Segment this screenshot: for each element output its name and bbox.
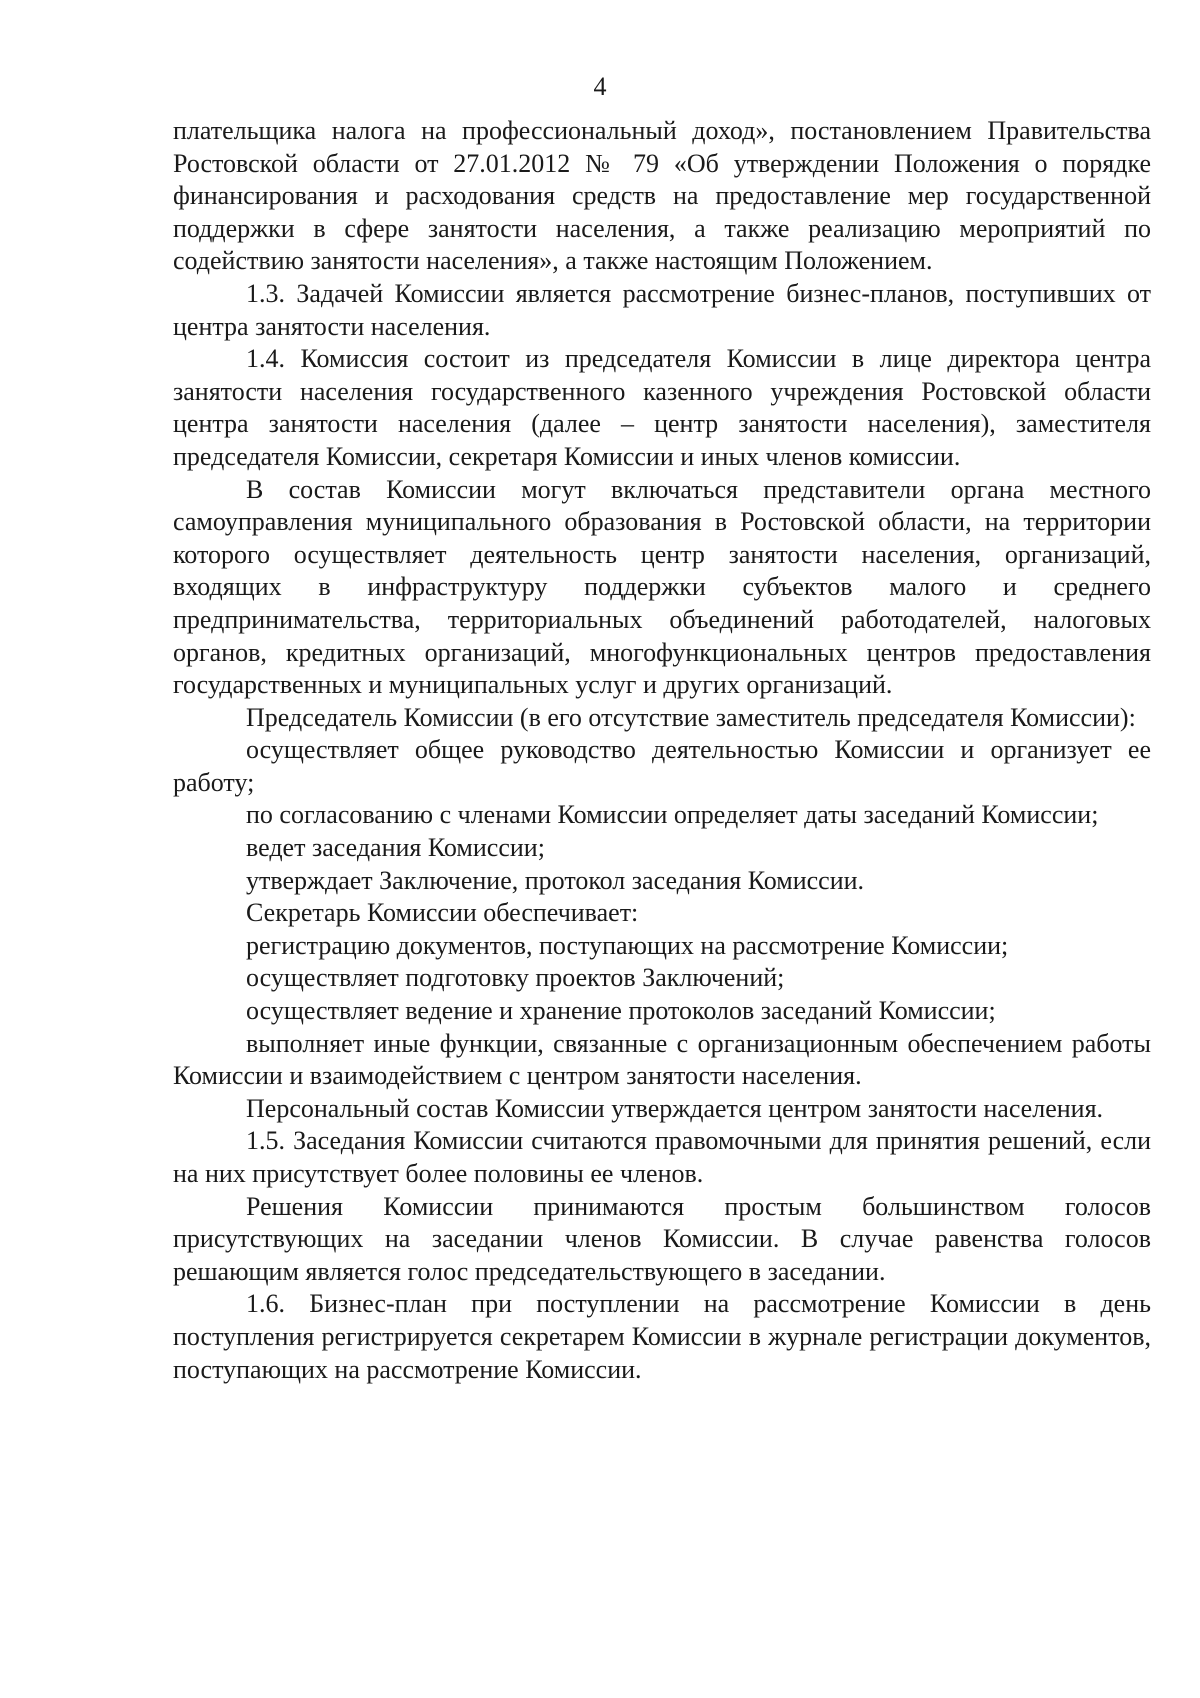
paragraph: Решения Комиссии принимаются простым большинством голосов присутствующих на заседании членов Комиссии. В случае равенства голосов решающим является голос председательствующего в заседании. (173, 1191, 1151, 1286)
paragraph: В состав Комиссии могут включаться представители органа местного самоуправления муниципального образования в Ростовской области, на территории которого осуществляет деятельность центр занятости населения, организаций, входящих в инфраструктуру поддержки субъектов малого и среднего предпринимательства, территориальных объединений работодателей, налоговых органов, кредитных организаций, многофункциональных центров предоставления государственных и муниципальных услуг и других организаций. (173, 474, 1151, 700)
paragraph: ведет заседания Комиссии; (246, 833, 545, 863)
paragraph: осуществляет ведение и хранение протоколов заседаний Комиссии; (246, 996, 996, 1026)
paragraph: 1.3. Задачей Комиссии является рассмотрение бизнес-планов, поступивших от центра занятости населения. (173, 278, 1151, 341)
paragraph: плательщика налога на профессиональный доход», постановлением Правительства Ростовской области от 27.01.2012 № 79 «Об утверждении Положения о порядке финансирования и расходования средств на предоставление мер государственной поддержки в сфере занятости населения, а также реализацию мероприятий по содействию занятости населения», а также настоящим Положением. (173, 116, 1151, 276)
paragraph: Секретарь Комиссии обеспечивает: (246, 898, 639, 928)
paragraph: выполняет иные функции, связанные с организационным обеспечением работы Комиссии и взаимодействием с центром занятости населения. (173, 1028, 1151, 1091)
paragraph: утверждает Заключение, протокол заседания Комиссии. (246, 865, 865, 895)
paragraph: регистрацию документов, поступающих на рассмотрение Комиссии; (246, 930, 1009, 960)
paragraph: 1.4. Комиссия состоит из председателя Комиссии в лице директора центра занятости населения государственного казенного учреждения Ростовской области центра занятости населения (далее – центр занятости населения), заместителя председателя Комиссии, секретаря Комиссии и иных членов комиссии. (173, 344, 1151, 471)
paragraph: Персональный состав Комиссии утверждается центром занятости населения. (246, 1093, 1104, 1123)
page-number: 4 (593, 72, 607, 101)
paragraph: Председатель Комиссии (в его отсутствие заместитель председателя Комиссии): (246, 702, 1136, 732)
paragraph: 1.5. Заседания Комиссии считаются правомочными для принятия решений, если на них присутствует более половины ее членов. (173, 1126, 1151, 1188)
paragraph: по согласованию с членами Комиссии определяет даты заседаний Комиссии; (246, 800, 1099, 830)
document-body (173, 115, 1151, 1386)
paragraph: осуществляет общее руководство деятельностью Комиссии и организует ее работу; (173, 735, 1151, 797)
paragraph: осуществляет подготовку проектов Заключений; (246, 963, 785, 993)
paragraph: 1.6. Бизнес-план при поступлении на рассмотрение Комиссии в день поступления регистрируется секретарем Комиссии в журнале регистрации документов, поступающих на рассмотрение Комиссии. (173, 1289, 1151, 1384)
